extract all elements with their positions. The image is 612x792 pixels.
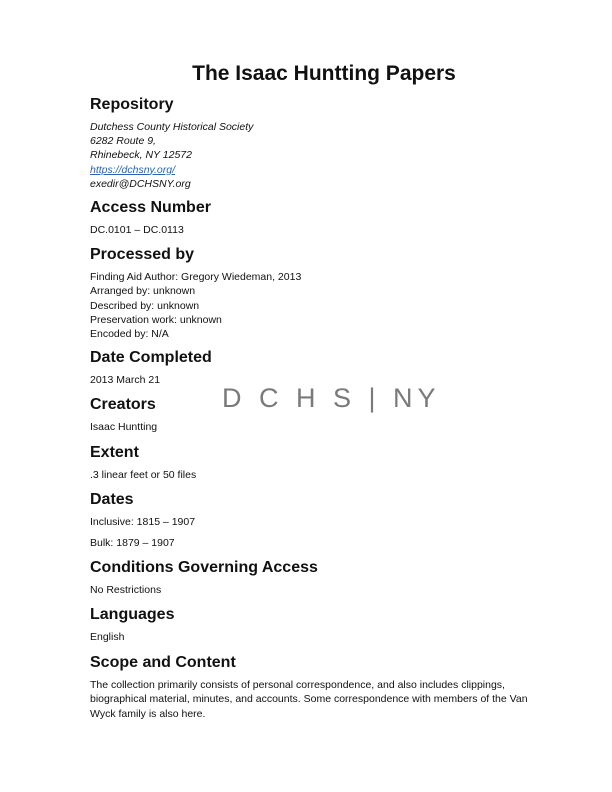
- access-number-section: [90, 197, 560, 237]
- conditions-value: No Restrictions: [90, 584, 162, 597]
- languages-section: [90, 604, 560, 644]
- page-title: The Isaac Huntting Papers: [192, 62, 456, 85]
- repository-heading: Repository: [90, 96, 174, 113]
- processed-by-list: [90, 270, 560, 341]
- conditions-section: [90, 557, 560, 597]
- dchs-watermark: D C H S | NY: [222, 383, 441, 413]
- dates-heading: Dates: [90, 490, 134, 508]
- scope-line: biographical material, minutes, and accounts. Some correspondence with members of the Van: [90, 693, 528, 706]
- processed-by-heading: Processed by: [90, 246, 195, 264]
- processed-by-line: Described by: unknown: [90, 299, 200, 312]
- date-completed-heading: Date Completed: [90, 349, 212, 367]
- date-completed-section: [90, 347, 560, 387]
- repository-name: Dutchess County Historical Society: [90, 121, 254, 133]
- access-number-value: DC.0101 – DC.0113: [90, 224, 184, 237]
- extent-value: .3 linear feet or 50 files: [90, 468, 197, 481]
- conditions-heading: Conditions Governing Access: [90, 559, 318, 577]
- processed-by-line: Arranged by: unknown: [90, 285, 196, 298]
- scope-line: The collection primarily consists of personal correspondence, and also includes clippings,: [90, 678, 505, 691]
- processed-by-line: Encoded by: N/A: [90, 328, 169, 341]
- processed-by-section: [90, 244, 560, 341]
- repository-city: Rhinebeck, NY 12572: [90, 149, 192, 162]
- creators-section: [90, 394, 560, 434]
- dates-bulk: Bulk: 1879 – 1907: [90, 537, 175, 550]
- repository-section: [90, 94, 560, 191]
- date-completed-value: 2013 March 21: [90, 374, 161, 387]
- languages-value: English: [90, 631, 125, 644]
- access-number-heading: Access Number: [90, 199, 211, 217]
- extent-section: [90, 442, 560, 482]
- scope-line: Wyck family is also here.: [90, 707, 206, 720]
- creators-value: Isaac Huntting: [90, 421, 158, 434]
- scope-paragraph: [90, 678, 560, 722]
- scope-heading: Scope and Content: [90, 653, 236, 671]
- creators-heading: Creators: [90, 396, 156, 414]
- dates-section: [90, 489, 560, 550]
- repository-email: exedir@DCHSNY.org: [90, 177, 191, 190]
- processed-by-line: Preservation work: unknown: [90, 313, 222, 326]
- repository-url-link[interactable]: https://dchsny.org/: [90, 163, 176, 176]
- repository-street: 6282 Route 9,: [90, 135, 156, 148]
- processed-by-line: Finding Aid Author: Gregory Wiedeman, 2013: [90, 271, 302, 284]
- scope-section: [90, 652, 560, 722]
- finding-aid-content: [90, 94, 560, 721]
- languages-heading: Languages: [90, 606, 175, 624]
- dates-inclusive: Inclusive: 1815 – 1907: [90, 515, 196, 528]
- repository-address: [90, 120, 560, 191]
- extent-heading: Extent: [90, 443, 139, 461]
